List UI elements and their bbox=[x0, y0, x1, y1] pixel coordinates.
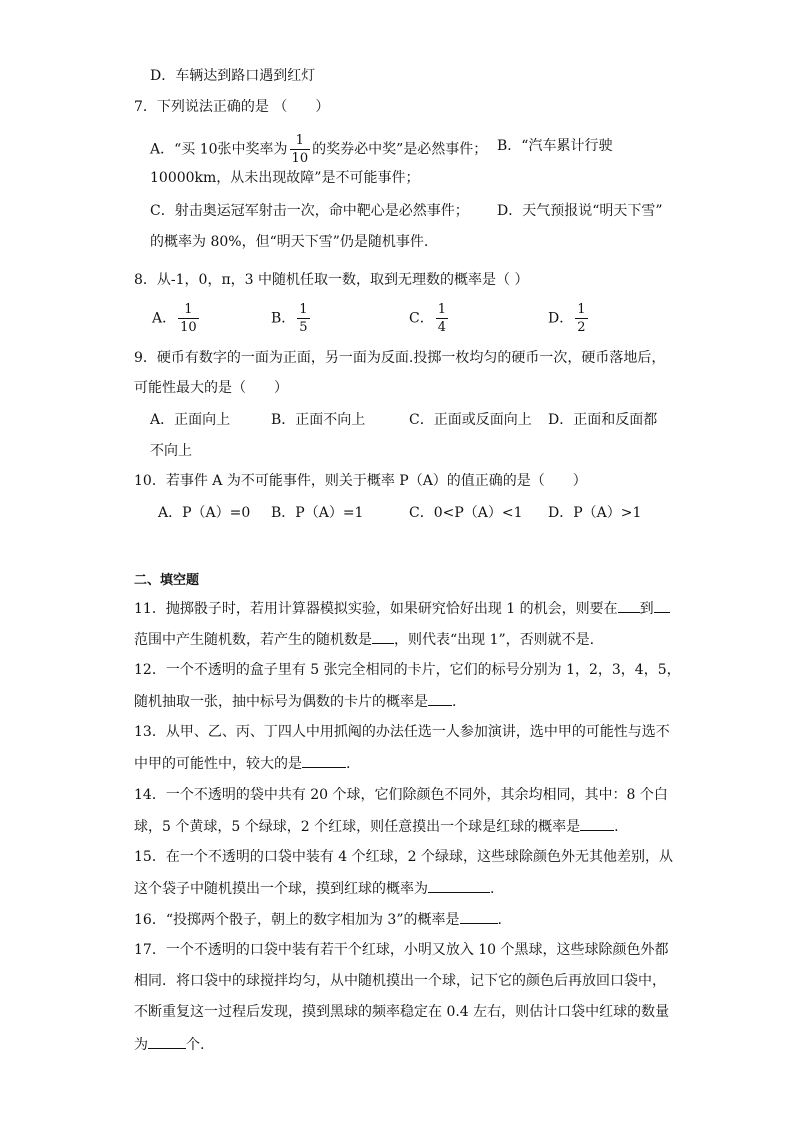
q10-option-b: B．P（A）=1 bbox=[271, 505, 364, 521]
q15-line2-post: . bbox=[490, 881, 495, 897]
fraction-numerator: 1 bbox=[437, 302, 446, 317]
q11-line2-post: ，则代表“出现 1”，否则就不是. bbox=[394, 632, 595, 648]
q6-option-d: D．车辆达到路口遇到红灯 bbox=[150, 68, 316, 84]
q17-line1: 17．一个不透明的口袋中装有若干个红球，小明又放入 10 个黑球，这些球除颜色外都 bbox=[134, 942, 669, 958]
fraction-denominator: 10 bbox=[291, 151, 309, 166]
q8-option-label: B． bbox=[271, 310, 296, 327]
fraction-numerator: 1 bbox=[290, 134, 311, 150]
answer-blank bbox=[428, 691, 452, 706]
fraction-denominator: 5 bbox=[299, 320, 308, 335]
q7-option-c: C．射击奥运冠军射击一次，命中靶心是必然事件； bbox=[150, 203, 469, 219]
q11-line1-text: 11．抛掷骰子时，若用计算器模拟实验，如果研究恰好出现 1 的机会，则要在 bbox=[134, 601, 618, 617]
q10-option-c: C．0<P（A）<1 bbox=[409, 505, 523, 521]
fraction-numerator: 1 bbox=[577, 302, 586, 317]
q9-option-a: A．正面向上 bbox=[150, 412, 231, 428]
q12-line1: 12．一个不透明的盒子里有 5 张完全相同的卡片，它们的标号分别为 1，2，3，4，5， bbox=[134, 662, 681, 678]
q7-option-d-line1: D．天气预报说“明天下雪” bbox=[497, 203, 663, 219]
q17-line4-text: 为 bbox=[134, 1037, 148, 1053]
answer-blank bbox=[460, 909, 498, 924]
q14-line1: 14．一个不透明的袋中共有 20 个球，它们除颜色不同外，其余均相同，其中：8 个白 bbox=[134, 787, 668, 803]
fraction-numerator: 1 bbox=[299, 302, 308, 317]
q7-option-a-pre: A．“买 10张中奖率为 bbox=[150, 141, 288, 158]
q8-option-a bbox=[152, 303, 201, 334]
q9-stem-line1: 9．硬币有数字的一面为正面，另一面为反面.投掷一枚均匀的硬币一次，硬币落地后， bbox=[134, 350, 666, 366]
q8-option-d bbox=[548, 303, 590, 334]
q13-line2-post: . bbox=[346, 756, 351, 772]
q12-line2-text: 随机抽取一张，抽中标号为偶数的卡片的概率是 bbox=[134, 694, 428, 710]
q8-option-b bbox=[271, 303, 312, 334]
q10-stem: 10．若事件 A 为不可能事件，则关于概率 P（A）的值正确的是（ ） bbox=[134, 473, 587, 489]
answer-blank bbox=[580, 816, 614, 831]
q12-line2 bbox=[134, 691, 456, 712]
q7-option-b-line1: B．“汽车累计行驶 bbox=[497, 138, 613, 154]
q7-option-d-line2: 的概率为 80%，但“明天下雪”仍是随机事件. bbox=[150, 234, 429, 250]
answer-blank bbox=[428, 878, 490, 893]
answer-blank bbox=[618, 598, 640, 613]
fraction-denominator: 10 bbox=[180, 320, 197, 335]
q14-line2 bbox=[134, 816, 619, 837]
q15-line2 bbox=[134, 878, 494, 899]
q15-line2-text: 这个袋子中随机摸出一个球，摸到红球的概率为 bbox=[134, 881, 428, 897]
q9-option-b: B．正面不向上 bbox=[271, 412, 366, 428]
q11-line2-text: 范围中产生随机数，若产生的随机数是 bbox=[134, 632, 372, 648]
q8-fraction bbox=[297, 303, 309, 334]
q15-line1: 15．在一个不透明的口袋中装有 4 个红球，2 个绿球，这些球除颜色外无其他差别，从 bbox=[134, 849, 673, 865]
fraction-denominator: 4 bbox=[437, 320, 446, 335]
q8-fraction bbox=[575, 303, 587, 334]
q16-text: 16．“投掷两个骰子，朝上的数字相加为 3”的概率是 bbox=[134, 912, 460, 928]
q8-fraction bbox=[178, 303, 199, 334]
section-title-fill-in: 二、填空题 bbox=[134, 573, 200, 588]
q14-line2-text: 球，5 个黄球，5 个绿球，2 个红球，则任意摸出一个球是红球的概率是 bbox=[134, 819, 581, 835]
answer-blank bbox=[654, 598, 670, 613]
q8-fraction bbox=[436, 303, 448, 334]
q8-option-label: D． bbox=[548, 310, 574, 327]
q10-option-a: A．P（A）=0 bbox=[158, 505, 251, 521]
q7-option-b-line2: 10000km，从未出现故障”是不可能事件； bbox=[150, 170, 420, 186]
q11-line2 bbox=[134, 629, 594, 650]
q7-option-a bbox=[150, 134, 487, 165]
q13-line1: 13．从甲、乙、丙、丁四人中用抓阄的办法任选一人参加演讲，选中甲的可能性与选不 bbox=[134, 724, 670, 740]
q9-option-c: C．正面或反面向上 bbox=[409, 412, 532, 428]
q12-line2-post: . bbox=[452, 694, 457, 710]
q9-stem-line2: 可能性最大的是（ ） bbox=[134, 380, 288, 396]
q14-line2-post: . bbox=[614, 819, 619, 835]
fraction-denominator: 2 bbox=[577, 320, 586, 335]
q7-fraction bbox=[290, 134, 311, 165]
fraction-numerator: 1 bbox=[178, 303, 199, 319]
q17-line4 bbox=[134, 1034, 204, 1055]
q13-line2-text: 中甲的可能性中，较大的是 bbox=[134, 756, 302, 772]
q11-line1-mid: 到 bbox=[639, 601, 654, 617]
q7-option-a-post: 的奖券必中奖”是必然事件； bbox=[312, 141, 488, 158]
q8-option-c bbox=[409, 303, 450, 334]
q9-option-d-line1: D．正面和反面都 bbox=[548, 412, 658, 428]
q13-line2 bbox=[134, 753, 350, 774]
q8-option-label: C． bbox=[409, 310, 434, 327]
q8-option-label: A． bbox=[152, 310, 177, 327]
q9-option-d-line2: 不向上 bbox=[150, 443, 192, 459]
q16-line bbox=[134, 909, 502, 930]
q17-line4-post: 个. bbox=[186, 1037, 205, 1053]
q11-line1 bbox=[134, 598, 670, 619]
q8-stem: 8．从-1，0，π，3 中随机任取一数，取到无理数的概率是（ ） bbox=[134, 272, 529, 288]
q17-line2: 相同．将口袋中的球搅拌均匀，从中随机摸出一个球，记下它的颜色后再放回口袋中， bbox=[134, 973, 666, 989]
answer-blank bbox=[372, 629, 394, 644]
q17-line3: 不断重复这一过程后发现，摸到黑球的频率稳定在 0.4 左右，则估计口袋中红球的数量 bbox=[134, 1004, 670, 1020]
answer-blank bbox=[148, 1034, 186, 1049]
answer-blank bbox=[302, 753, 346, 768]
q7-stem: 7．下列说法正确的是 （ ） bbox=[134, 99, 330, 115]
q16-post: . bbox=[497, 912, 502, 928]
q10-option-d: D．P（A）>1 bbox=[548, 505, 642, 521]
